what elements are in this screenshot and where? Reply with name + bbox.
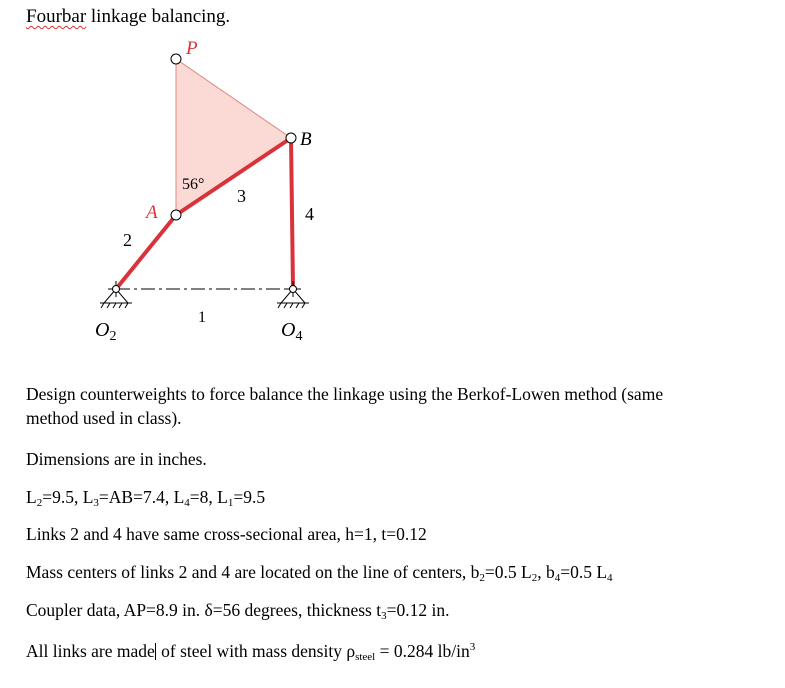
label-link-3: 3 [237,186,246,206]
mass-centers-line: Mass centers of links 2 and 4 are located on the line of centers, $b_2=0.5$ $L_2$, $b_4=0.5$ $L_4$ [26,562,613,584]
page-title: Fourbar linkage balancing. [26,6,231,27]
lengths-line: $L_2=9.5$, $L_3=AB=7.4$, $L_4=8$, $L_1=9.5$ [26,487,266,509]
design-paragraph: Design counterweights to force balance the linkage using the Berkof-Lowen method (same method used in class). [26,384,664,428]
joint-p [171,54,181,64]
label-o4: $O_4$ [281,319,303,344]
spellcheck-word: Fourbar [26,6,87,27]
label-link-4: 4 [305,204,314,224]
dimensions-note: Dimensions are in inches. [26,449,207,469]
label-link-2: 2 [123,230,132,250]
ground-pivot-o2 [100,281,132,308]
label-b: B [300,129,312,150]
label-angle: 56° [182,176,205,193]
label-a: A [146,202,158,223]
links-line: Links 2 and 4 have same cross-secional area, h=1, t=0.12 [26,524,427,544]
label-p: P [186,38,198,59]
link-4 [291,138,293,289]
label-o2: $O_2$ [95,319,117,344]
label-link-1: 1 [198,309,206,326]
ground-pivot-o4 [277,281,309,308]
coupler-line: Coupler data, AP=8.9 in. δ=56 degrees, thickness $t_3=0.12$ in. [26,600,450,622]
joint-a [171,210,181,220]
link-2 [116,215,176,289]
joint-b [286,133,296,143]
steel-line[interactable]: All links are made of steel with mass density $\rho_{steel} = 0.284$ $lb/in^3$ [26,640,476,663]
